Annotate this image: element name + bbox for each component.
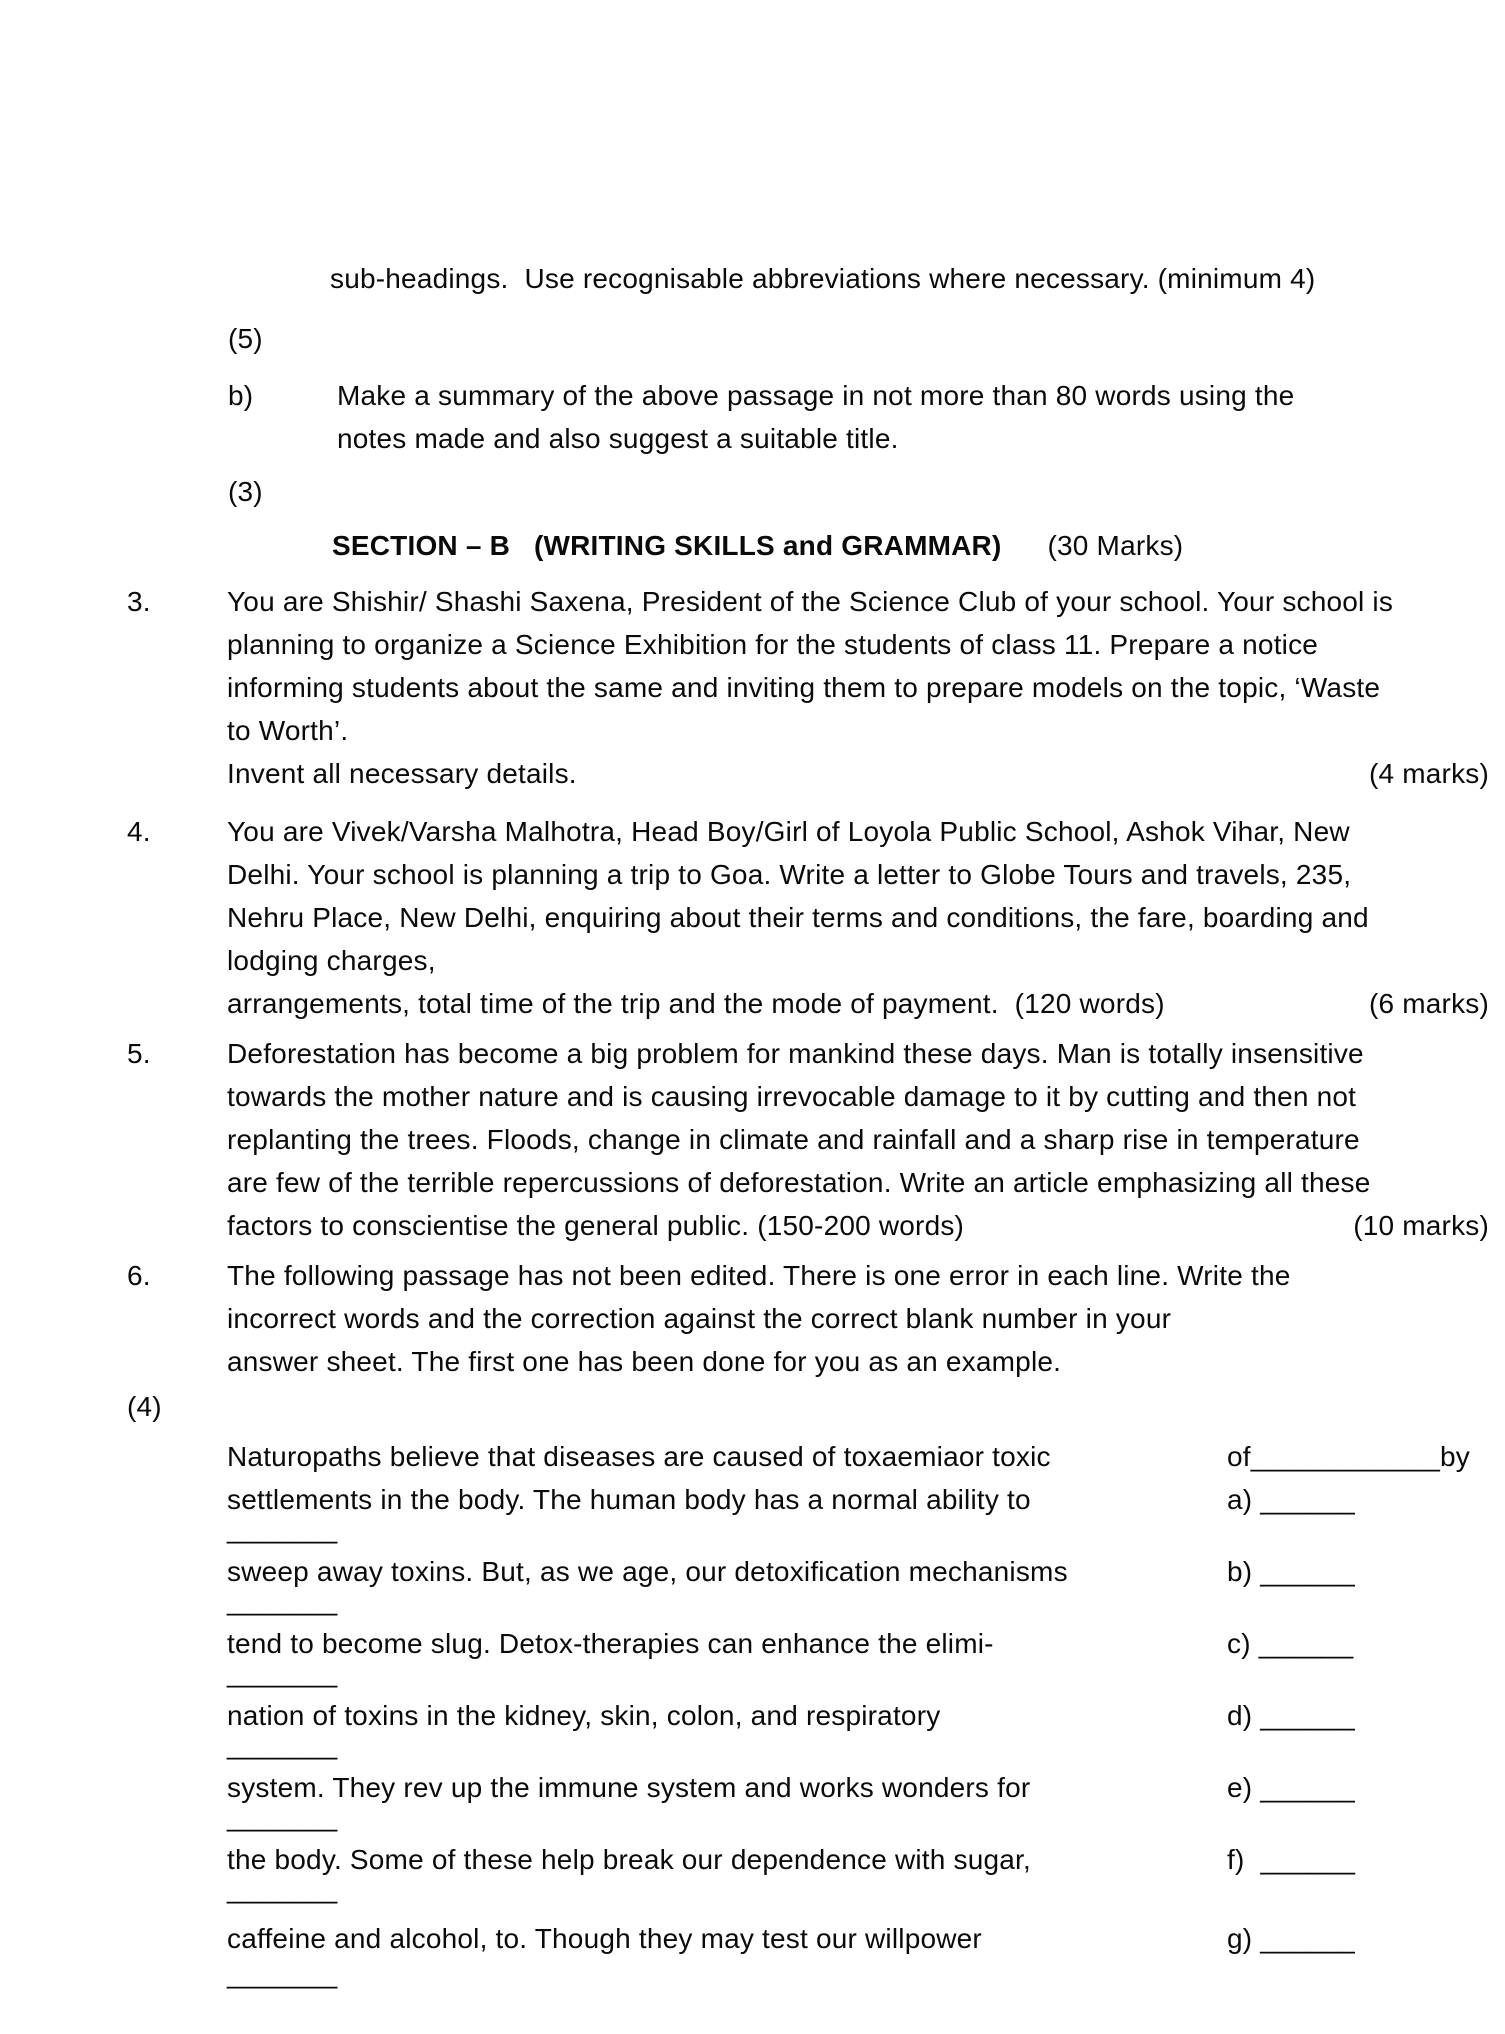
- question-5-line-3: replanting the trees. Floods, change in climate and rainfall and a sharp rise in temperature: [227, 1124, 1360, 1155]
- section-header: [332, 525, 1183, 567]
- blank-line-3: _______: [227, 1657, 338, 1688]
- question-5-marks: (10 marks): [1353, 1210, 1489, 1241]
- item-b-line-2: notes made and also suggest a suitable title.: [337, 423, 899, 454]
- blank-line-6: _______: [227, 1873, 338, 1904]
- question-5-line-4: are few of the terrible repercussions of deforestation. Write an article emphasizing all these: [227, 1167, 1371, 1198]
- answer-c: c) ______: [1227, 1628, 1354, 1659]
- answer-a: a) ______: [1227, 1484, 1355, 1515]
- question-5-line-5: factors to conscientise the general public. (150-200 words): [227, 1210, 965, 1241]
- question-6-line-1: The following passage has not been edited. There is one error in each line. Write the: [227, 1260, 1291, 1291]
- blank-line-2: _______: [227, 1585, 338, 1616]
- marker-5: (5): [228, 323, 263, 354]
- question-4-line-5: arrangements, total time of the trip and the mode of payment. (120 words): [227, 988, 1165, 1019]
- answer-d: d) ______: [1227, 1700, 1355, 1731]
- answer-example: of____________by: [1227, 1441, 1470, 1472]
- question-3-line-5: Invent all necessary details.: [227, 758, 577, 789]
- question-6-number: 6.: [127, 1260, 151, 1291]
- question-3-marks: (4 marks): [1368, 758, 1489, 789]
- blank-line-5: _______: [227, 1801, 338, 1832]
- question-3-line-4: to Worth’.: [227, 715, 349, 746]
- blank-line-7: _______: [227, 1958, 338, 1989]
- question-4-number: 4.: [127, 816, 151, 847]
- passage-line-3: sweep away toxins. But, as we age, our detoxification mechanisms: [227, 1556, 1068, 1587]
- marker-3: (3): [228, 476, 263, 507]
- blank-line-4: _______: [227, 1729, 338, 1760]
- question-4-line-3: Nehru Place, New Delhi, enquiring about their terms and conditions, the fare, boarding and: [227, 902, 1369, 933]
- question-4-marks: (6 marks): [1368, 988, 1489, 1019]
- passage-line-6: system. They rev up the immune system and works wonders for: [227, 1772, 1031, 1803]
- question-6-line-3: answer sheet. The first one has been done for you as an example.: [227, 1346, 1062, 1377]
- question-4-line-1: You are Vivek/Varsha Malhotra, Head Boy/Girl of Loyola Public School, Ashok Vihar, New: [227, 816, 1350, 847]
- answer-e: e) ______: [1227, 1772, 1355, 1803]
- passage-line-1: Naturopaths believe that diseases are caused of toxaemiaor toxic: [227, 1441, 1051, 1472]
- question-3-line-3: informing students about the same and inviting them to prepare models on the topic, ‘Waste: [227, 672, 1381, 703]
- question-4-line-4: lodging charges,: [227, 945, 436, 976]
- intro-line: sub-headings. Use recognisable abbreviations where necessary. (minimum 4): [330, 263, 1316, 294]
- question-4-line-2: Delhi. Your school is planning a trip to Goa. Write a letter to Globe Tours and travels, 235,: [227, 859, 1352, 890]
- question-3-number: 3.: [127, 586, 151, 617]
- passage-line-4: tend to become slug. Detox-therapies can enhance the elimi-: [227, 1628, 994, 1659]
- section-marks: (30 Marks): [1047, 530, 1184, 561]
- passage-line-8: caffeine and alcohol, to. Though they may test our willpower: [227, 1923, 982, 1954]
- answer-f: f) ______: [1227, 1844, 1356, 1875]
- question-5-number: 5.: [127, 1038, 151, 1069]
- blank-line-1: _______: [227, 1513, 338, 1544]
- item-b-label: b): [228, 380, 254, 411]
- marker-4: (4): [127, 1391, 162, 1422]
- answer-b: b) ______: [1227, 1556, 1355, 1587]
- answer-g: g) ______: [1227, 1923, 1355, 1954]
- question-3-line-2: planning to organize a Science Exhibition for the students of class 11. Prepare a notice: [227, 629, 1319, 660]
- passage-line-7: the body. Some of these help break our dependence with sugar,: [227, 1844, 1031, 1875]
- question-6-line-2: incorrect words and the correction against the correct blank number in your: [227, 1303, 1172, 1334]
- question-5-line-1: Deforestation has become a big problem for mankind these days. Man is totally insensitive: [227, 1038, 1364, 1069]
- section-title: SECTION – B (WRITING SKILLS and GRAMMAR): [332, 530, 1002, 561]
- item-b-line-1: Make a summary of the above passage in not more than 80 words using the: [337, 380, 1295, 411]
- question-5-line-2: towards the mother nature and is causing irrevocable damage to it by cutting and then not: [227, 1081, 1357, 1112]
- passage-line-5: nation of toxins in the kidney, skin, colon, and respiratory: [227, 1700, 941, 1731]
- passage-line-2: settlements in the body. The human body has a normal ability to: [227, 1484, 1031, 1515]
- question-3-line-1: You are Shishir/ Shashi Saxena, President of the Science Club of your school. Your school is: [227, 586, 1394, 617]
